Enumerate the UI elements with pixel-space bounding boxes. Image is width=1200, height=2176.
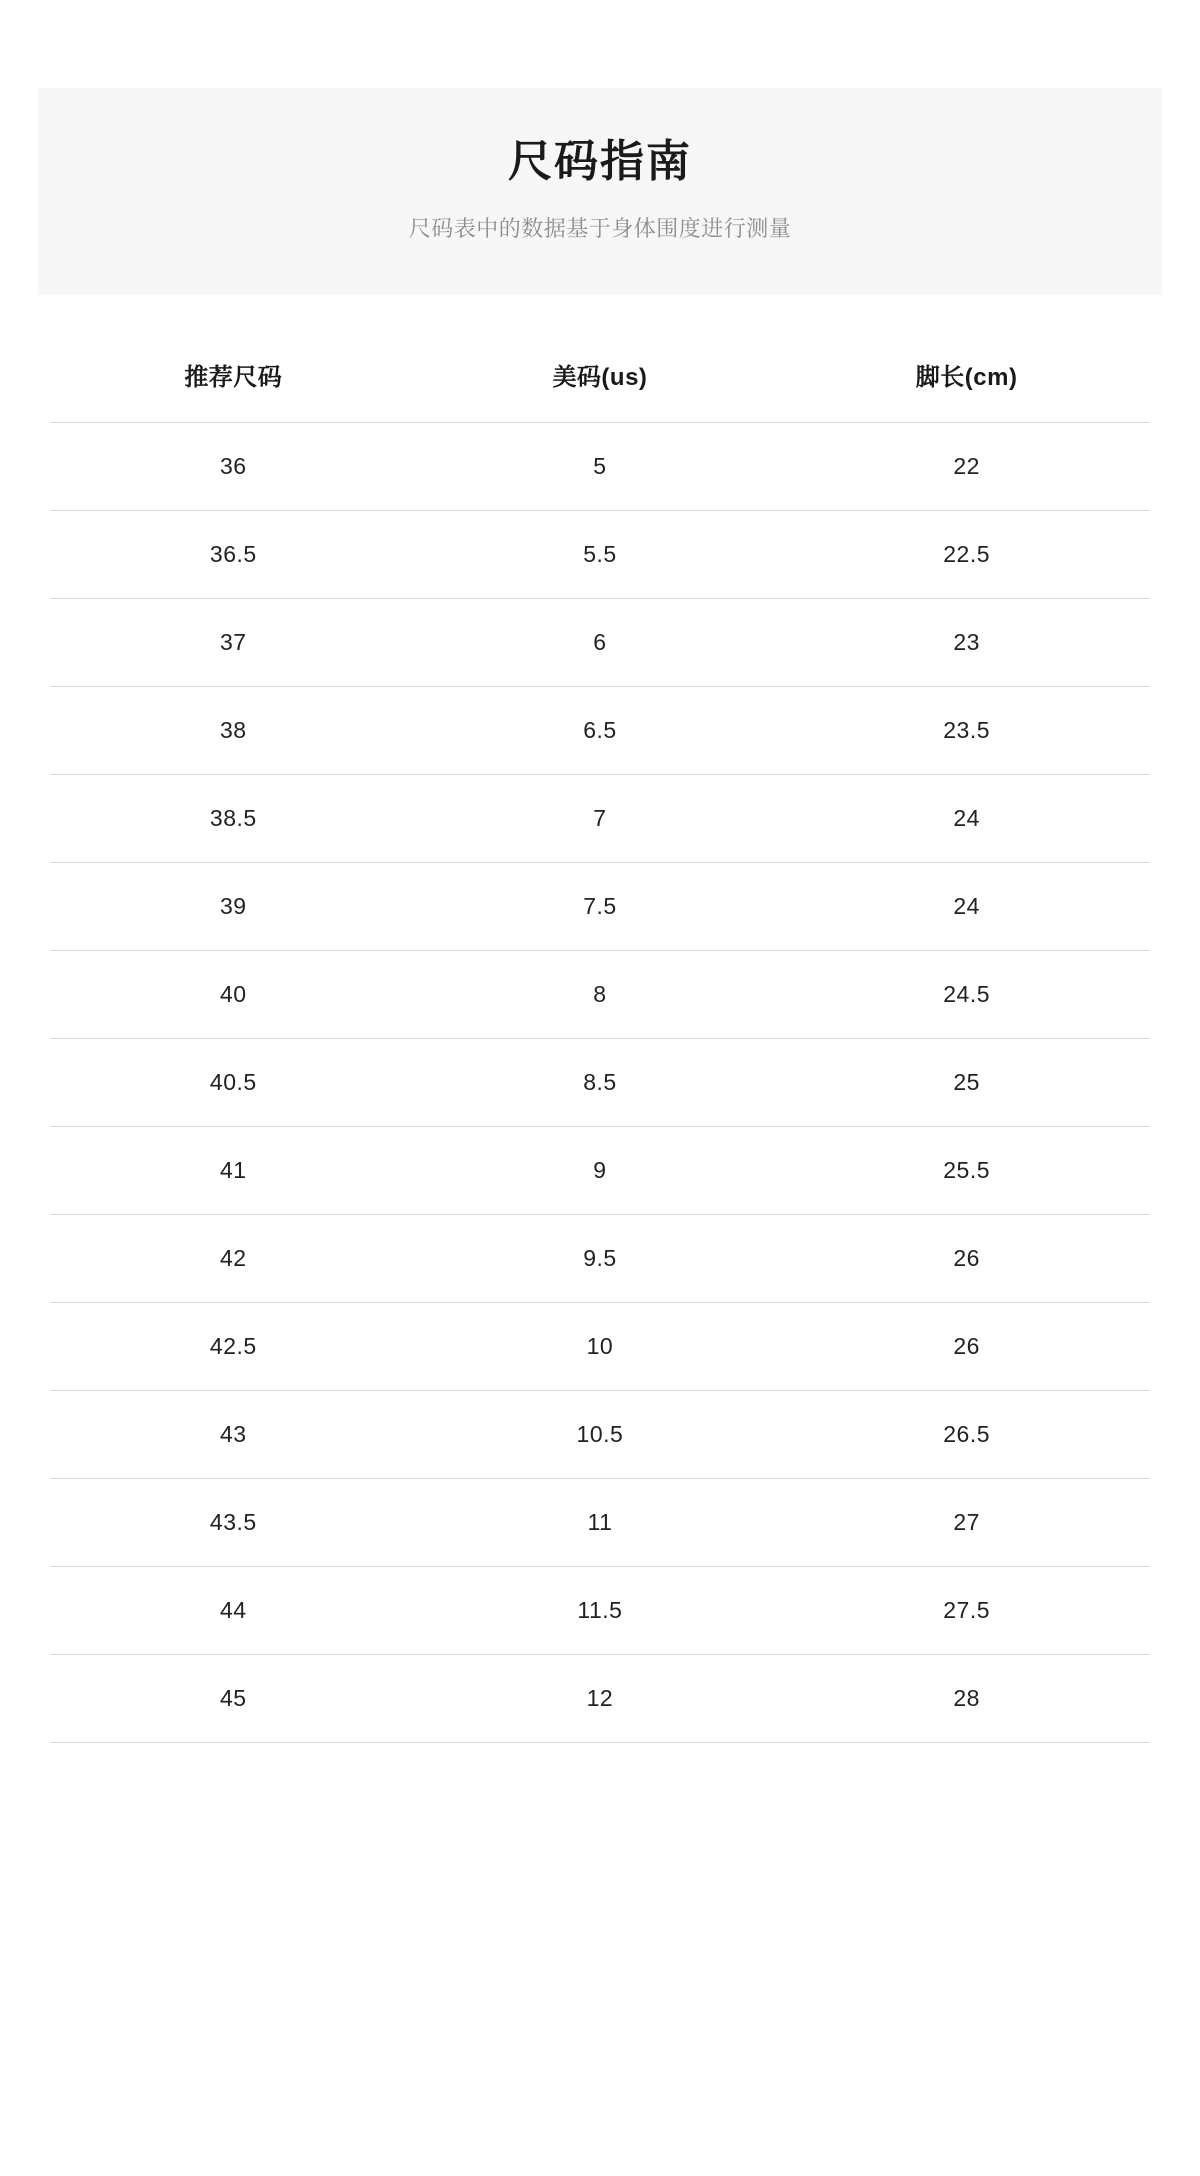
cell-foot-length: 27 <box>783 1479 1150 1567</box>
cell-foot-length: 28 <box>783 1655 1150 1743</box>
cell-us-size: 5.5 <box>417 511 784 599</box>
cell-recommended-size: 38 <box>50 687 417 775</box>
cell-foot-length: 24.5 <box>783 951 1150 1039</box>
cell-recommended-size: 43 <box>50 1391 417 1479</box>
table-row <box>50 863 1150 951</box>
size-table <box>50 347 1150 1743</box>
cell-us-size: 6 <box>417 599 784 687</box>
table-row <box>50 1039 1150 1127</box>
cell-recommended-size: 45 <box>50 1655 417 1743</box>
cell-recommended-size: 36 <box>50 423 417 511</box>
page-title: 尺码指南 <box>508 137 692 186</box>
cell-recommended-size: 42 <box>50 1215 417 1303</box>
cell-foot-length: 24 <box>783 863 1150 951</box>
table-row <box>50 423 1150 511</box>
cell-recommended-size: 41 <box>50 1127 417 1215</box>
table-row <box>50 775 1150 863</box>
cell-foot-length: 25 <box>783 1039 1150 1127</box>
cell-recommended-size: 40.5 <box>50 1039 417 1127</box>
cell-foot-length: 23.5 <box>783 687 1150 775</box>
page-subtitle: 尺码表中的数据基于身体围度进行测量 <box>408 215 792 241</box>
table-row <box>50 1391 1150 1479</box>
column-header-recommended-size: 推荐尺码 <box>184 364 283 392</box>
cell-us-size: 9 <box>417 1127 784 1215</box>
cell-foot-length: 22 <box>783 423 1150 511</box>
cell-foot-length: 22.5 <box>783 511 1150 599</box>
table-row <box>50 1567 1150 1655</box>
cell-us-size: 7.5 <box>417 863 784 951</box>
cell-recommended-size: 40 <box>50 951 417 1039</box>
cell-foot-length: 23 <box>783 599 1150 687</box>
cell-us-size: 9.5 <box>417 1215 784 1303</box>
cell-us-size: 8.5 <box>417 1039 784 1127</box>
column-header-foot-length: 脚长(cm) <box>915 364 1018 392</box>
cell-foot-length: 24 <box>783 775 1150 863</box>
cell-us-size: 12 <box>417 1655 784 1743</box>
table-row <box>50 1127 1150 1215</box>
cell-foot-length: 26 <box>783 1303 1150 1391</box>
table-row <box>50 1215 1150 1303</box>
cell-foot-length: 26 <box>783 1215 1150 1303</box>
table-row <box>50 1655 1150 1743</box>
cell-recommended-size: 39 <box>50 863 417 951</box>
column-header-us-size: 美码(us) <box>552 364 648 392</box>
size-table-head <box>50 347 1150 423</box>
cell-recommended-size: 36.5 <box>50 511 417 599</box>
cell-recommended-size: 42.5 <box>50 1303 417 1391</box>
table-row <box>50 1303 1150 1391</box>
cell-recommended-size: 44 <box>50 1567 417 1655</box>
table-row <box>50 1479 1150 1567</box>
cell-us-size: 10 <box>417 1303 784 1391</box>
cell-us-size: 8 <box>417 951 784 1039</box>
cell-foot-length: 27.5 <box>783 1567 1150 1655</box>
cell-recommended-size: 38.5 <box>50 775 417 863</box>
cell-us-size: 5 <box>417 423 784 511</box>
cell-us-size: 6.5 <box>417 687 784 775</box>
table-row <box>50 687 1150 775</box>
cell-recommended-size: 43.5 <box>50 1479 417 1567</box>
cell-recommended-size: 37 <box>50 599 417 687</box>
cell-us-size: 7 <box>417 775 784 863</box>
table-row <box>50 599 1150 687</box>
size-table-container <box>50 347 1150 1743</box>
table-row <box>50 511 1150 599</box>
cell-foot-length: 25.5 <box>783 1127 1150 1215</box>
cell-us-size: 11 <box>417 1479 784 1567</box>
cell-us-size: 10.5 <box>417 1391 784 1479</box>
size-table-body <box>50 423 1150 1743</box>
cell-foot-length: 26.5 <box>783 1391 1150 1479</box>
size-guide-header <box>38 88 1162 295</box>
cell-us-size: 11.5 <box>417 1567 784 1655</box>
table-header-row <box>50 347 1150 423</box>
table-row <box>50 951 1150 1039</box>
